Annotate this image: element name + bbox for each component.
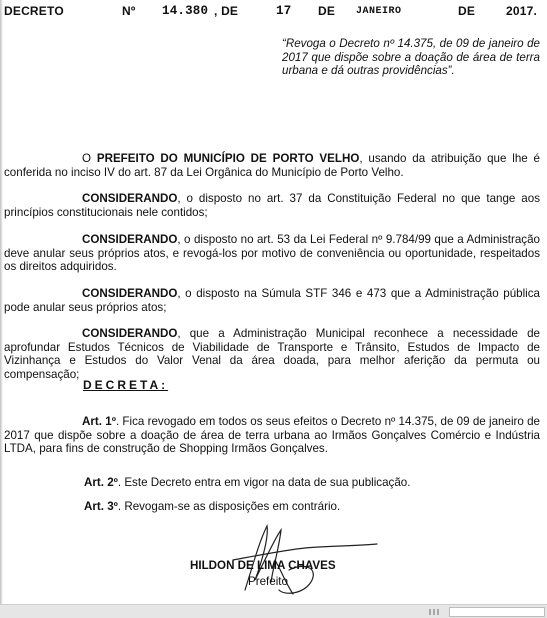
considerando-text: , o disposto na Súmula STF 346 e 473 que a Administração pública pode anular seus próprios atos;	[4, 287, 540, 314]
signatory-name: HILDON DE LIMA CHAVES	[190, 559, 336, 572]
signatory-role: Prefeito	[248, 575, 288, 588]
considerando-text: , o disposto no art. 53 da Lei Federal nº 9.784/99 que a Administração deve anular seus próprios atos, e revogá-los por motivo de conveniência ou oportunidade, respeitados os direitos adquiridos.	[4, 233, 540, 274]
decree-number-label: Nº	[122, 4, 136, 18]
preamble-lead: O	[82, 152, 97, 165]
decree-type: DECRETO	[4, 4, 64, 18]
article-label: Art. 1º	[82, 415, 116, 428]
article-3-paragraph	[84, 500, 340, 513]
preamble-rest: , usando da atribuição que lhe é conferida no inciso IV do art. 87 da Lei Orgânica do Município de Porto Velho.	[4, 152, 540, 179]
viewer-bottom-bar	[0, 604, 547, 618]
signature-stroke	[233, 544, 377, 560]
article-label: Art. 2º	[84, 476, 118, 489]
article-1-paragraph	[4, 415, 540, 456]
preamble-title: PREFEITO DO MUNICÍPIO DE PORTO VELHO	[96, 152, 360, 165]
considerando-keyword: CONSIDERANDO	[82, 327, 178, 340]
considerando-keyword: CONSIDERANDO	[82, 233, 178, 246]
decreta-heading: DECRETA:	[83, 378, 169, 392]
decree-number: 14.380	[162, 4, 209, 18]
page-edge-shadow	[0, 0, 3, 604]
article-text: . Fica revogado em todos os seus efeitos o Decreto nº 14.375, de 09 de janeiro de 2017 que dispõe sobre a doação de área de terra urbana ao Irmãos Gonçalves Comércio e Indústria LTDA, para fins de construção de Shopping Irmãos Gonçalves.	[4, 415, 540, 456]
page-input-field[interactable]	[449, 607, 545, 617]
article-text: . Revogam-se as disposições em contrário.	[117, 500, 341, 513]
considerando-text: , que a Administração Municipal reconhece a necessidade de aprofundar Estudos Técnicos de Viabilidade de Transporte e Trânsito, Estudos de Impacto de Vizinhança e Estudos do Valor Venal da área doada, para melhor aferição da permuta ou compensação;	[4, 327, 540, 381]
considerando-paragraph-3	[4, 287, 540, 314]
article-2-paragraph	[84, 476, 410, 489]
decree-comma-de: , DE	[214, 4, 239, 18]
decree-year: 2017.	[506, 4, 538, 18]
decree-summary: “Revoga o Decreto nº 14.375, de 09 de janeiro de 2017 que dispõe sobre a doação de área de terra urbana e dá outras providências”.	[282, 37, 540, 78]
considerando-keyword: CONSIDERANDO	[82, 192, 178, 205]
considerando-text: , o disposto no art. 37 da Constituição Federal no que tange aos princípios constitucionais nele contidos;	[4, 192, 540, 219]
considerando-paragraph-1	[4, 192, 540, 219]
decree-de-2: DE	[458, 4, 476, 18]
decree-month: JANEIRO	[356, 6, 402, 17]
resize-grip-icon[interactable]	[429, 609, 441, 615]
considerando-keyword: CONSIDERANDO	[82, 287, 178, 300]
article-label: Art. 3º	[84, 500, 118, 513]
decree-day: 17	[276, 4, 292, 18]
considerando-paragraph-2	[4, 233, 540, 274]
considerando-paragraph-4	[4, 327, 540, 381]
preamble-paragraph	[4, 152, 540, 179]
article-text: . Este Decreto entra em vigor na data de sua publicação.	[117, 476, 411, 489]
decree-de-1: DE	[318, 4, 336, 18]
